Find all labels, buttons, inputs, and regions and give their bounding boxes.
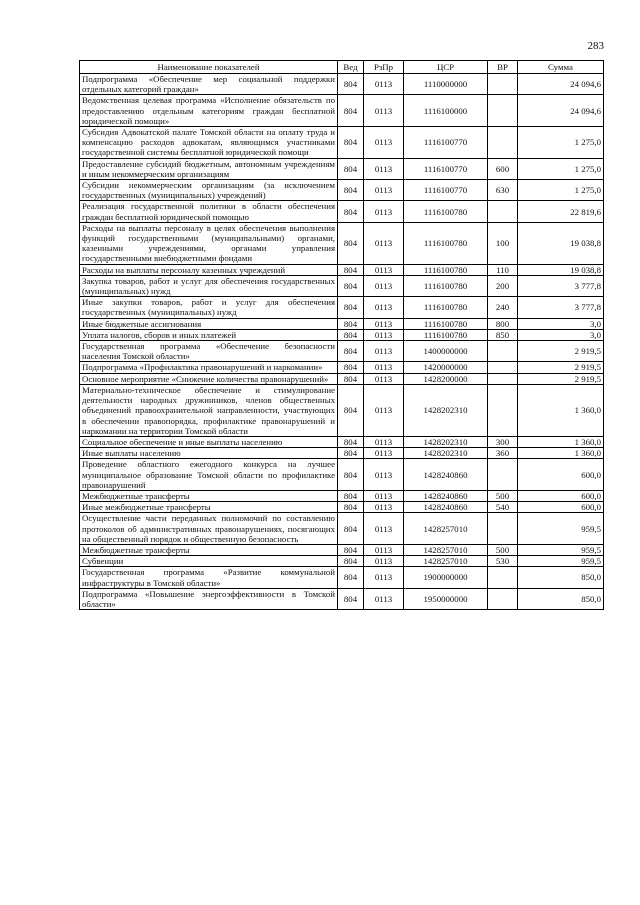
table-row <box>80 329 604 340</box>
row-vr: 540 <box>488 502 518 513</box>
row-vr: 500 <box>488 544 518 555</box>
table-header-row <box>80 61 604 74</box>
row-rzpr: 0113 <box>364 448 404 459</box>
header-csr: ЦСР <box>404 61 488 74</box>
row-name: Субсидия Адвокатской палате Томской области на оплату труда и компенсацию расходов адвокатам, являющимся участниками государственной системы бесплатной юридической помощи <box>80 127 338 159</box>
row-rzpr: 0113 <box>364 436 404 447</box>
table-row <box>80 95 604 127</box>
table-row <box>80 384 604 436</box>
table-row <box>80 544 604 555</box>
row-sum: 2 919,5 <box>518 341 604 362</box>
table-row <box>80 459 604 491</box>
row-name: Основное мероприятие «Снижение количества правонарушений» <box>80 373 338 384</box>
row-name: Межбюджетные трансферты <box>80 544 338 555</box>
header-vr: ВР <box>488 61 518 74</box>
row-sum: 24 094,6 <box>518 95 604 127</box>
row-rzpr: 0113 <box>364 341 404 362</box>
row-rzpr: 0113 <box>364 275 404 296</box>
row-name: Ведомственная целевая программа «Исполнение обязательств по предоставлению отдельным категориям граждан бесплатной юридической помощи» <box>80 95 338 127</box>
row-name: Иные межбюджетные трансферты <box>80 502 338 513</box>
row-rzpr: 0113 <box>364 362 404 373</box>
table-row <box>80 275 604 296</box>
row-ved: 804 <box>338 362 364 373</box>
row-sum: 850,0 <box>518 567 604 588</box>
header-ved: Вед <box>338 61 364 74</box>
row-ved: 804 <box>338 318 364 329</box>
row-vr <box>488 201 518 222</box>
row-name: Государственная программа «Развитие коммунальной инфраструктуры в Томской области» <box>80 567 338 588</box>
row-rzpr: 0113 <box>364 513 404 545</box>
row-csr: 1428200000 <box>404 373 488 384</box>
row-csr: 1116100770 <box>404 158 488 179</box>
row-vr: 630 <box>488 180 518 201</box>
row-name: Уплата налогов, сборов и иных платежей <box>80 329 338 340</box>
table-row <box>80 74 604 95</box>
table-row <box>80 318 604 329</box>
row-csr: 1400000000 <box>404 341 488 362</box>
row-ved: 804 <box>338 264 364 275</box>
row-sum: 600,0 <box>518 459 604 491</box>
row-csr: 1428240860 <box>404 490 488 501</box>
row-rzpr: 0113 <box>364 318 404 329</box>
row-rzpr: 0113 <box>364 201 404 222</box>
row-sum: 2 919,5 <box>518 362 604 373</box>
row-sum: 22 819,6 <box>518 201 604 222</box>
row-ved: 804 <box>338 95 364 127</box>
row-name: Проведение областного ежегодного конкурса на лучшее муниципальное образование Томской области по профилактике правонарушений <box>80 459 338 491</box>
row-ved: 804 <box>338 297 364 318</box>
row-vr <box>488 127 518 159</box>
row-name: Межбюджетные трансферты <box>80 490 338 501</box>
row-name: Иные закупки товаров, работ и услуг для обеспечения государственных (муниципальных) нужд <box>80 297 338 318</box>
row-sum: 600,0 <box>518 502 604 513</box>
row-vr: 360 <box>488 448 518 459</box>
row-name: Подпрограмма «Обеспечение мер социальной поддержки отдельных категорий граждан» <box>80 74 338 95</box>
row-ved: 804 <box>338 544 364 555</box>
table-row <box>80 513 604 545</box>
table-row <box>80 127 604 159</box>
row-ved: 804 <box>338 329 364 340</box>
row-vr <box>488 362 518 373</box>
row-sum: 1 275,0 <box>518 127 604 159</box>
row-sum: 3,0 <box>518 318 604 329</box>
row-sum: 959,5 <box>518 556 604 567</box>
row-ved: 804 <box>338 490 364 501</box>
row-rzpr: 0113 <box>364 588 404 609</box>
table-row <box>80 556 604 567</box>
row-csr: 1116100780 <box>404 201 488 222</box>
row-vr: 500 <box>488 490 518 501</box>
row-ved: 804 <box>338 459 364 491</box>
row-sum: 600,0 <box>518 490 604 501</box>
row-name: Иные бюджетные ассигнования <box>80 318 338 329</box>
row-rzpr: 0113 <box>364 264 404 275</box>
table-row <box>80 362 604 373</box>
row-sum: 1 275,0 <box>518 158 604 179</box>
row-name: Подпрограмма «Профилактика правонарушений и наркомании» <box>80 362 338 373</box>
row-sum: 3,0 <box>518 329 604 340</box>
row-vr <box>488 459 518 491</box>
row-name: Субсидии некоммерческим организациям (за исключением государственных (муниципальных) учреждений) <box>80 180 338 201</box>
row-vr <box>488 384 518 436</box>
table-row <box>80 567 604 588</box>
row-ved: 804 <box>338 180 364 201</box>
row-sum: 1 275,0 <box>518 180 604 201</box>
header-rzpr: РзПр <box>364 61 404 74</box>
row-sum: 1 360,0 <box>518 448 604 459</box>
row-ved: 804 <box>338 556 364 567</box>
row-rzpr: 0113 <box>364 158 404 179</box>
row-csr: 1428240860 <box>404 459 488 491</box>
row-vr: 110 <box>488 264 518 275</box>
row-sum: 2 919,5 <box>518 373 604 384</box>
row-ved: 804 <box>338 502 364 513</box>
row-rzpr: 0113 <box>364 222 404 264</box>
row-rzpr: 0113 <box>364 127 404 159</box>
row-name: Иные выплаты населению <box>80 448 338 459</box>
table-row <box>80 297 604 318</box>
row-ved: 804 <box>338 74 364 95</box>
row-vr: 600 <box>488 158 518 179</box>
page-number: 283 <box>587 40 604 52</box>
row-csr: 1428202310 <box>404 448 488 459</box>
row-vr: 100 <box>488 222 518 264</box>
row-sum: 959,5 <box>518 544 604 555</box>
row-ved: 804 <box>338 373 364 384</box>
row-csr: 1116100780 <box>404 297 488 318</box>
row-rzpr: 0113 <box>364 384 404 436</box>
table-row <box>80 588 604 609</box>
row-csr: 1428257010 <box>404 544 488 555</box>
budget-table <box>79 60 604 610</box>
row-rzpr: 0113 <box>364 297 404 318</box>
table-row <box>80 448 604 459</box>
row-csr: 1116100780 <box>404 329 488 340</box>
header-name: Наименование показателей <box>80 61 338 74</box>
table-row <box>80 201 604 222</box>
row-sum: 850,0 <box>518 588 604 609</box>
row-ved: 804 <box>338 588 364 609</box>
row-csr: 1428202310 <box>404 384 488 436</box>
row-sum: 19 038,8 <box>518 222 604 264</box>
row-ved: 804 <box>338 436 364 447</box>
row-rzpr: 0113 <box>364 502 404 513</box>
row-csr: 1428257010 <box>404 556 488 567</box>
row-ved: 804 <box>338 513 364 545</box>
table-row <box>80 436 604 447</box>
row-vr <box>488 588 518 609</box>
table-row <box>80 373 604 384</box>
row-vr <box>488 513 518 545</box>
row-csr: 1428202310 <box>404 436 488 447</box>
row-ved: 804 <box>338 384 364 436</box>
row-ved: 804 <box>338 201 364 222</box>
row-csr: 1116100780 <box>404 275 488 296</box>
row-rzpr: 0113 <box>364 95 404 127</box>
row-vr: 240 <box>488 297 518 318</box>
row-rzpr: 0113 <box>364 74 404 95</box>
row-name: Расходы на выплаты персоналу в целях обеспечения выполнения функций государственными (муниципальными) органами, казенными учреждениями, органами управления государственными внебюджетными фондами <box>80 222 338 264</box>
row-ved: 804 <box>338 275 364 296</box>
row-vr <box>488 95 518 127</box>
row-csr: 1116100770 <box>404 127 488 159</box>
row-csr: 1110000000 <box>404 74 488 95</box>
row-vr: 300 <box>488 436 518 447</box>
row-name: Реализация государственной политики в области обеспечения граждан бесплатной юридической помощью <box>80 201 338 222</box>
row-name: Подпрограмма «Повышение энергоэффективности в Томской области» <box>80 588 338 609</box>
row-vr <box>488 567 518 588</box>
row-vr <box>488 341 518 362</box>
row-vr <box>488 74 518 95</box>
row-csr: 1116100780 <box>404 264 488 275</box>
table-body <box>80 74 604 610</box>
row-sum: 959,5 <box>518 513 604 545</box>
row-rzpr: 0113 <box>364 329 404 340</box>
row-rzpr: 0113 <box>364 459 404 491</box>
row-vr <box>488 373 518 384</box>
row-name: Государственная программа «Обеспечение безопасности населения Томской области» <box>80 341 338 362</box>
row-sum: 24 094,6 <box>518 74 604 95</box>
row-csr: 1950000000 <box>404 588 488 609</box>
row-name: Субвенции <box>80 556 338 567</box>
row-csr: 1428240860 <box>404 502 488 513</box>
row-ved: 804 <box>338 341 364 362</box>
row-ved: 804 <box>338 222 364 264</box>
table-row <box>80 341 604 362</box>
row-name: Закупка товаров, работ и услуг для обеспечения государственных (муниципальных) нужд <box>80 275 338 296</box>
row-sum: 3 777,8 <box>518 297 604 318</box>
row-sum: 1 360,0 <box>518 384 604 436</box>
row-name: Материально-техническое обеспечение и стимулирование деятельности народных дружинников, членов общественных объединений правоохранительной направленности, участвующих в обеспечении правопорядка, профилактике правонарушений и наркомании на территории Томской области <box>80 384 338 436</box>
table-row <box>80 264 604 275</box>
row-ved: 804 <box>338 127 364 159</box>
row-rzpr: 0113 <box>364 180 404 201</box>
row-csr: 1420000000 <box>404 362 488 373</box>
header-sum: Сумма <box>518 61 604 74</box>
row-name: Осуществление части переданных полномочий по составлению протоколов об административных правонарушениях, посягающих на общественный порядок и общественную безопасность <box>80 513 338 545</box>
row-vr: 200 <box>488 275 518 296</box>
table-row <box>80 502 604 513</box>
row-csr: 1116100770 <box>404 180 488 201</box>
table-row <box>80 180 604 201</box>
row-rzpr: 0113 <box>364 490 404 501</box>
row-csr: 1116100780 <box>404 222 488 264</box>
row-rzpr: 0113 <box>364 567 404 588</box>
row-csr: 1116100780 <box>404 318 488 329</box>
row-csr: 1900000000 <box>404 567 488 588</box>
row-rzpr: 0113 <box>364 373 404 384</box>
table-row <box>80 158 604 179</box>
row-sum: 3 777,8 <box>518 275 604 296</box>
row-ved: 804 <box>338 158 364 179</box>
row-rzpr: 0113 <box>364 556 404 567</box>
row-vr: 800 <box>488 318 518 329</box>
row-vr: 850 <box>488 329 518 340</box>
row-name: Предоставление субсидий бюджетным, автономным учреждениям и иным некоммерческим организациям <box>80 158 338 179</box>
row-csr: 1116100000 <box>404 95 488 127</box>
row-sum: 1 360,0 <box>518 436 604 447</box>
row-csr: 1428257010 <box>404 513 488 545</box>
table-row <box>80 222 604 264</box>
row-name: Социальное обеспечение и иные выплаты населению <box>80 436 338 447</box>
table-row <box>80 490 604 501</box>
row-sum: 19 038,8 <box>518 264 604 275</box>
row-ved: 804 <box>338 448 364 459</box>
row-rzpr: 0113 <box>364 544 404 555</box>
row-name: Расходы на выплаты персоналу казенных учреждений <box>80 264 338 275</box>
row-vr: 530 <box>488 556 518 567</box>
row-ved: 804 <box>338 567 364 588</box>
